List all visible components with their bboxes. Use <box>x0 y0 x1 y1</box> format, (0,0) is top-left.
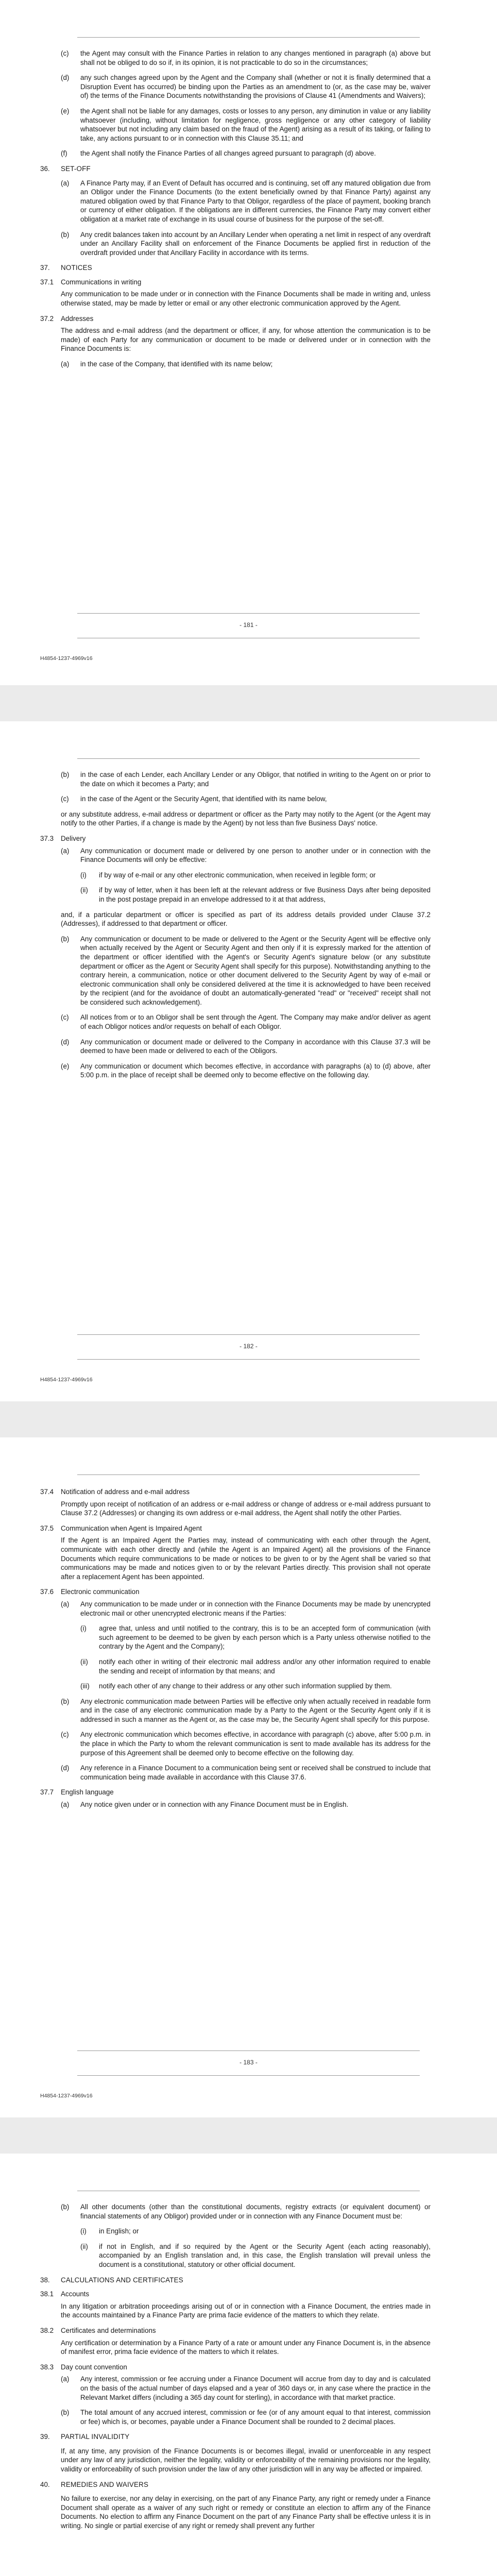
page-content <box>40 1486 431 1816</box>
item-text: A Finance Party may, if an Event of Default has occurred and is continuing, set off any matured obligation due from an Obligor under the Finance Documents (to the extent beneficially owned by that Finance Party) against any matured obligation owed by that Finance Party to that Obligor, regardless of the place of payment, booking branch or currency of either obligation. If the obligations are in different currencies, the Finance Party may convert either obligation at a market rate of exchange in its usual course of business for the purpose of the set-off. <box>80 179 431 223</box>
subclause-title: English language <box>61 1788 114 1797</box>
clause-item <box>40 2408 431 2426</box>
subclause-number: 38.3 <box>40 2363 54 2371</box>
subclause-number: 38.1 <box>40 2290 54 2298</box>
clause-item <box>40 360 431 369</box>
item-label: (c) <box>61 49 69 57</box>
clause-item <box>40 230 431 258</box>
document-reference: H4854-1237-4969v16 <box>40 2093 93 2099</box>
item-label: (d) <box>61 74 70 82</box>
subclause-heading <box>40 278 431 287</box>
item-text: if by way of letter, when it has been left at the relevant address or five Business Days after being deposited in the post postage prepaid in an envelope addressed to it at that address, <box>99 886 431 903</box>
clause-subitem <box>40 1624 431 1651</box>
item-label: (ii) <box>80 2242 88 2250</box>
clause-title: NOTICES <box>61 264 92 272</box>
item-text: Any communication to be made under or in connection with the Finance Documents may be made by unencrypted electronic mail or other unencrypted electronic means if the Parties: <box>80 1600 431 1617</box>
item-text: if by way of e-mail or any other electronic communication, when received in legible form; or <box>99 871 376 879</box>
clause-subitem <box>40 2242 431 2269</box>
item-label: (f) <box>61 149 67 158</box>
page-number: - 182 - <box>239 1343 258 1350</box>
clause-heading <box>40 2276 431 2285</box>
subclause-heading <box>40 2290 431 2299</box>
subclause-number: 38.2 <box>40 2326 54 2334</box>
clause-item <box>40 1013 431 1031</box>
subclause-title: Electronic communication <box>61 1588 140 1596</box>
clause-number: 37. <box>40 264 50 272</box>
item-text: All other documents (other than the constitutional documents, registry extracts (or equivalent document) or financial statements of any Obligor) provided under or in connection with any Finance Document must be: <box>80 2203 431 2220</box>
document-reference: H4854-1237-4969v16 <box>40 655 93 662</box>
item-label: (a) <box>61 2375 70 2383</box>
item-label: (b) <box>61 230 70 239</box>
item-label: (b) <box>61 2409 70 2417</box>
subclause-title: Communications in writing <box>61 278 142 286</box>
paragraph: Promptly upon receipt of notification of an address or e-mail address or change of address or e-mail address pursuant to Clause 37.2 (Addresses) or changing its own address or e-mail address, the Agent shall notify the other Parties. <box>61 1500 431 1517</box>
item-text: the Agent shall notify the Finance Parties of all changes agreed pursuant to paragraph (d) above. <box>80 149 376 158</box>
item-label: (i) <box>80 871 87 879</box>
clause-item <box>40 846 431 865</box>
clause-item <box>40 794 431 804</box>
subclause-heading <box>40 1587 431 1597</box>
paragraph: Any communication to be made under or in connection with the Finance Documents shall be made in writing and, unless otherwise stated, may be made by letter or email or any other electronic communication approved by the Agent. <box>61 290 431 308</box>
clause-number: 39. <box>40 2433 50 2441</box>
clause-subitem <box>40 1682 431 1691</box>
clause-number: 40. <box>40 2480 50 2488</box>
paragraph: If, at any time, any provision of the Finance Documents is or becomes illegal, invalid or unenforceable in any respect under any law of any jurisdiction, neither the legality, validity or enforceability of the remaining provisions nor the legality, validity or enforceability of such provision under the law of any other jurisdiction will in any way be affected or impaired. <box>61 2447 431 2473</box>
clause-item <box>40 73 431 100</box>
subclause-number: 37.7 <box>40 1788 54 1797</box>
clause-item <box>40 1062 431 1080</box>
item-label: (ii) <box>80 886 88 894</box>
clause-item <box>40 149 431 158</box>
document-page-184 <box>0 2154 497 2576</box>
item-text: Any reference in a Finance Document to a communication being sent or received shall be construed to include that communication being made available in accordance with this Clause 37.6. <box>80 1764 431 1781</box>
subclause-title: Communication when Agent is Impaired Agent <box>61 1524 202 1532</box>
subclause-title: Addresses <box>61 314 94 323</box>
clause-item <box>40 179 431 224</box>
clause-item <box>40 770 431 788</box>
item-label: (e) <box>61 107 70 115</box>
page-content <box>40 770 431 1086</box>
clause-item <box>40 2202 431 2221</box>
footer-rule-top <box>77 613 420 614</box>
item-label: (a) <box>61 846 70 855</box>
clause-item <box>40 1600 431 1618</box>
footer-rule-bottom <box>77 2075 420 2076</box>
document-page-181 <box>0 0 497 685</box>
subclause-title: Delivery <box>61 834 86 842</box>
clause-heading <box>40 2480 431 2489</box>
clause-number: 38. <box>40 2276 50 2284</box>
item-text: The total amount of any accrued interest, commission or fee (or of any amount equal to that interest, commission or fee) which is, or becomes, payable under a Finance Document shall be rounded to 2 decimal places. <box>80 2409 431 2426</box>
clause-item <box>40 1800 431 1809</box>
subclause-heading <box>40 2326 431 2335</box>
item-text: notify each other of any change to their address or any other such information supplied by them. <box>99 1682 392 1690</box>
clause-title: PARTIAL INVALIDITY <box>61 2433 130 2441</box>
footer-rule-top <box>77 2050 420 2051</box>
subclause-heading <box>40 834 431 843</box>
clause-title: SET-OFF <box>61 164 91 173</box>
clause-item <box>40 1730 431 1757</box>
item-text: All notices from or to an Obligor shall be sent through the Agent. The Company may make and/or deliver as agent of each Obligor notices and/or requests on behalf of each Obligor. <box>80 1013 431 1031</box>
subclause-heading <box>40 1487 431 1497</box>
item-text: agree that, unless and until notified to the contrary, this is to be an accepted form of communication (with such agreement to be deemed to be given by each person which is a Party unless otherwise notified to the contrary by the Agent and the Company); <box>99 1624 431 1651</box>
clause-subitem <box>40 886 431 904</box>
subclause-number: 37.4 <box>40 1488 54 1496</box>
clause-title: REMEDIES AND WAIVERS <box>61 2480 149 2488</box>
subclause-title: Notification of address and e-mail address <box>61 1488 190 1496</box>
footer-rule-top <box>77 1334 420 1335</box>
item-label: (iii) <box>80 1682 90 1690</box>
item-text: Any credit balances taken into account by an Ancillary Lender when operating a net limit in respect of any overdraft under an Ancillary Facility shall on enforcement of the Finance Documents be applied first in reduction of the overdraft provided under that Ancillary Facility in accordance with its terms. <box>80 230 431 257</box>
clause-subitem <box>40 2227 431 2236</box>
subclause-heading <box>40 2363 431 2372</box>
clause-number: 36. <box>40 164 50 173</box>
item-text: the Agent shall not be liable for any damages, costs or losses to any person, any diminution in value or any liability whatsoever (including, without limitation for negligence, gross negligence or any other category of liability whatsoever but not including any claim based on the fraud of the Agent) arising as a result of its taking, or failing to take, any actions pursuant to or in connection with this Clause 35.11; and <box>80 107 431 142</box>
item-label: (e) <box>61 1062 70 1070</box>
item-label: (b) <box>61 935 70 943</box>
clause-title: CALCULATIONS AND CERTIFICATES <box>61 2276 183 2284</box>
subclause-title: Day count convention <box>61 2363 127 2371</box>
item-label: (a) <box>61 179 70 187</box>
clause-item <box>40 49 431 67</box>
subclause-heading <box>40 314 431 324</box>
item-label: (a) <box>61 360 70 368</box>
clause-subitem <box>40 1657 431 1675</box>
subclause-title: Accounts <box>61 2290 90 2298</box>
subclause-heading <box>40 1788 431 1797</box>
item-text: Any notice given under or in connection with any Finance Document must be in English. <box>80 1801 349 1809</box>
subclause-number: 37.1 <box>40 278 54 286</box>
item-text: notify each other in writing of their electronic mail address and/or any other information required to enable the sending and receipt of information by that means; and <box>99 1657 431 1675</box>
item-text: in the case of the Company, that identified with its name below; <box>80 360 273 368</box>
paragraph: or any substitute address, e-mail address or department or officer as the Party may notify to the Agent (or the Agent may notify to the other Parties, if a change is made by the Agent) by not less than five Business Days' notice. <box>61 810 431 827</box>
page-number: - 181 - <box>239 621 258 629</box>
footer-rule-bottom <box>77 1359 420 1360</box>
item-text: Any electronic communication made between Parties will be effective only when actually received in readable form and in the case of any electronic communication made by a Party to the Agent or the Security Agent only if it is addressed in such a manner as the Agent or, as the case may be, the Security Agent shall specify for this purpose. <box>80 1697 431 1723</box>
header-rule <box>77 37 420 38</box>
page-content <box>40 49 431 375</box>
paragraph: Any certification or determination by a Finance Party of a rate or amount under any Finance Document is, in the absence of manifest error, prima facie evidence of the matters to which it relates. <box>61 2338 431 2356</box>
document-page-183 <box>0 1437 497 2117</box>
paragraph: If the Agent is an Impaired Agent the Parties may, instead of communicating with each other through the Agent, communicate with each other directly and (while the Agent is an Impaired Agent) all the provisions of the Finance Documents which require communications to be made or notices to be given to or by the Agent shall be varied so that communications may be made and notices given to or by the relevant Parties directly. This provision shall not operate after a replacement Agent has been appointed. <box>61 1536 431 1581</box>
item-text: Any interest, commission or fee accruing under a Finance Document will accrue from day to day and is calculated on the basis of the actual number of days elapsed and a year of 360 days or, in any case where the practice in the Relevant Market differs (including a 365 day count for sterling), in accordance with that market practice. <box>80 2375 431 2401</box>
item-text: Any electronic communication which becomes effective, in accordance with paragraph (c) above, after 5:00 p.m. in the place in which the Party to whom the relevant communication is sent to made available has its address for the purpose of this Agreement shall be deemed only to become effective on the following day. <box>80 1731 431 1757</box>
item-text: in English; or <box>99 2227 139 2235</box>
item-label: (b) <box>61 771 70 778</box>
item-text: Any communication or document to be made or delivered to the Agent or the Security Agent will be effective only when actually received by the Agent or Security Agent and then only if it is expressly marked for the attention of the department or officer identified with the Agent's or Security Agent's signature below (or any substitute department or officer as the Agent or Security Agent shall specify for this purpose). Notwithstanding anything to the contrary herein, a communication, notice or other document delivered to the Security Agent by way of e-mail or electronic communication shall only be considered delivered at the time it is acknowledged to have been received by the recipient (and for the avoidance of doubt an automatically-generated "read" or "received" receipt shall not be considered such acknowledgement). <box>80 935 431 1006</box>
item-label: (i) <box>80 2227 87 2235</box>
item-label: (d) <box>61 1764 70 1772</box>
item-label: (c) <box>61 1013 69 1022</box>
subclause-number: 37.2 <box>40 314 54 323</box>
item-label: (a) <box>61 1801 70 1809</box>
page-number: - 183 - <box>239 2059 258 2066</box>
item-label: (i) <box>80 1624 87 1633</box>
item-label: (b) <box>61 2203 70 2211</box>
paragraph: The address and e-mail address (and the department or officer, if any, for whose attention the communication is to be made) of each Party for any communication or document to be made or delivered under or in connection with the Finance Documents is: <box>61 327 431 353</box>
item-text: in the case of each Lender, each Ancillary Lender or any Obligor, that notified in writing to the Agent on or prior to the date on which it becomes a Party; and <box>80 771 431 788</box>
document-page-182 <box>0 721 497 1401</box>
clause-item <box>40 935 431 1007</box>
item-label: (c) <box>61 1731 69 1739</box>
item-text: if not in English, and if so required by the Agent or the Security Agent (each acting reasonably), accompanied by an English translation and, in this case, the English translation will prevail unless the document is a constitutional, statutory or other official document. <box>99 2242 431 2268</box>
subclause-title: Certificates and determinations <box>61 2326 156 2334</box>
paragraph: and, if a particular department or officer is specified as part of its address details provided under Clause 37.2 (Addresses), if addressed to that department or officer. <box>61 910 431 928</box>
clause-item <box>40 2375 431 2402</box>
document-reference: H4854-1237-4969v16 <box>40 1377 93 1383</box>
item-text: any such changes agreed upon by the Agent and the Company shall (whether or not it is finally determined that a Disruption Event has occurred) be binding upon the Parties as an amendment to (or, as the case may be, waiver of) the terms of the Finance Documents notwithstanding the provisions of Clause 41 (Amendments and Waivers); <box>80 74 431 100</box>
item-text: Any communication or document made or delivered by one person to another under or in connection with the Finance Documents will only be effective: <box>80 846 431 864</box>
item-text: in the case of the Agent or the Security Agent, that identified with its name below, <box>80 795 327 803</box>
clause-subitem <box>40 871 431 880</box>
paragraph: No failure to exercise, nor any delay in exercising, on the part of any Finance Party, any right or remedy under a Finance Document shall operate as a waiver of any such right or remedy or constitute an election to affirm any of the Finance Documents. No election to affirm any Finance Document on the part of any Finance Party shall be effective unless it is in writing. No single or partial exercise of any right or remedy shall prevent any further <box>61 2495 431 2530</box>
clause-heading <box>40 263 431 273</box>
item-label: (d) <box>61 1038 70 1046</box>
clause-item <box>40 1697 431 1724</box>
item-text: Any communication or document made or delivered to the Company in accordance with this Clause 37.3 will be deemed to have been made or delivered to each of the Obligors. <box>80 1038 431 1055</box>
item-label: (a) <box>61 1600 70 1608</box>
clause-heading <box>40 164 431 174</box>
item-label: (c) <box>61 795 69 803</box>
clause-heading <box>40 2432 431 2442</box>
subclause-heading <box>40 1524 431 1533</box>
clause-item <box>40 107 431 143</box>
subclause-number: 37.3 <box>40 834 54 842</box>
clause-item <box>40 1764 431 1782</box>
page-content <box>40 2202 431 2537</box>
subclause-number: 37.6 <box>40 1588 54 1596</box>
item-text: the Agent may consult with the Finance Parties in relation to any changes mentioned in paragraph (a) above but shall not be obliged to do so if, in its opinion, it is not practicable to do so in the circumstances; <box>80 49 431 66</box>
item-text: Any communication or document which becomes effective, in accordance with paragraphs (a) to (d) above, after 5:00 p.m. in the place of receipt shall be deemed only to become effective on the following day. <box>80 1062 431 1079</box>
paragraph: In any litigation or arbitration proceedings arising out of or in connection with a Finance Document, the entries made in the accounts maintained by a Finance Party are prima facie evidence of the matters to which they relate. <box>61 2302 431 2319</box>
header-rule <box>77 758 420 759</box>
clause-item <box>40 1038 431 1056</box>
item-label: (ii) <box>80 1657 88 1666</box>
subclause-number: 37.5 <box>40 1524 54 1532</box>
item-label: (b) <box>61 1697 70 1705</box>
